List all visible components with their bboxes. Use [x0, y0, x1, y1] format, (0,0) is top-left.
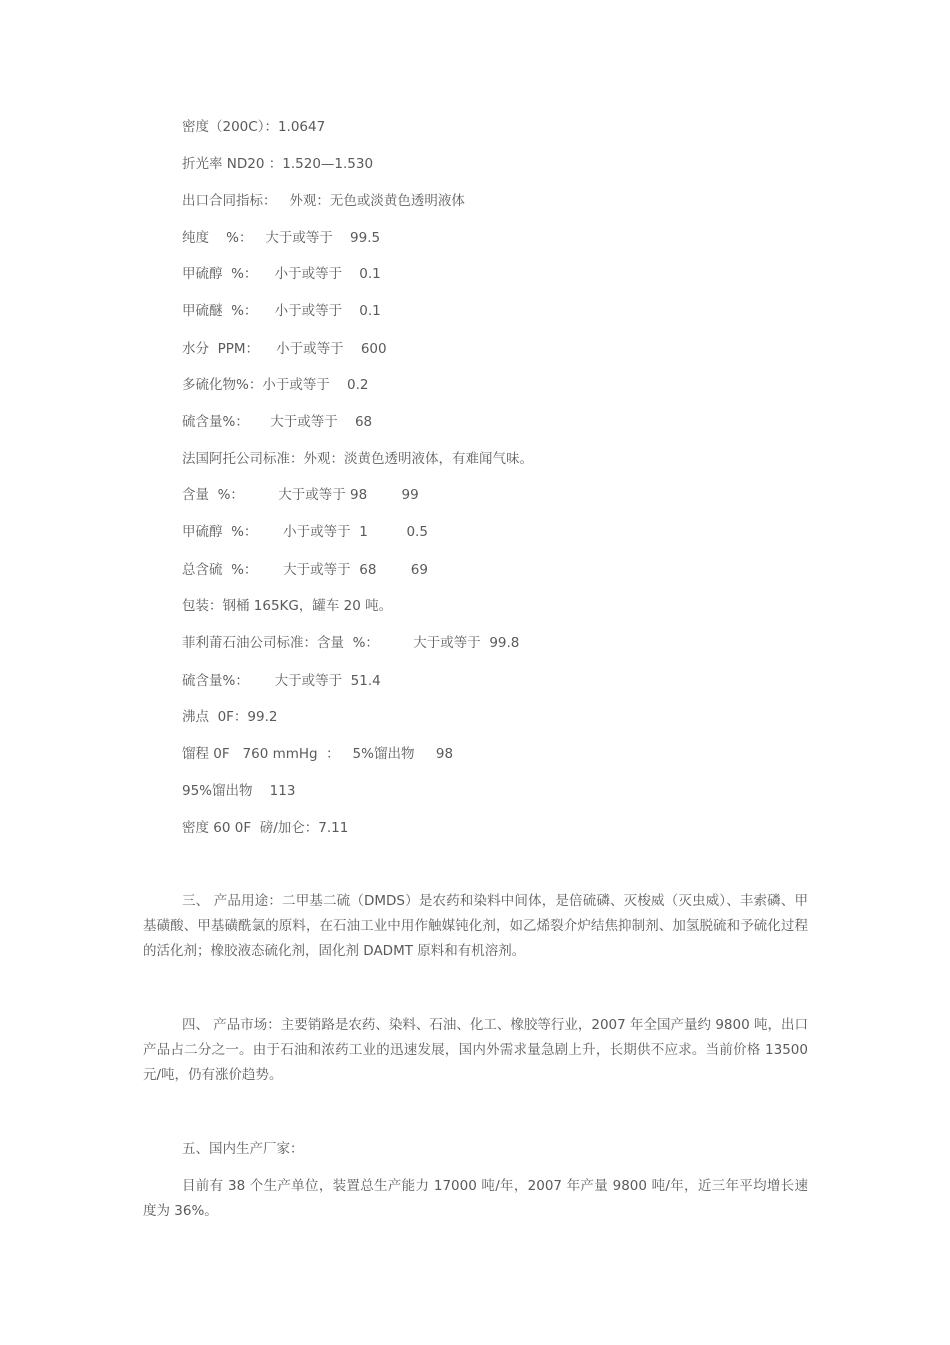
spec-line: 多硫化物%：小于或等于 0.2 — [182, 377, 369, 393]
spec-line: 含量 %： 大于或等于 98 99 — [182, 487, 419, 503]
spec-line: 法国阿托公司标准：外观：淡黄色透明液体，有难闻气味。 — [182, 451, 533, 467]
spec-line: 95%馏出物 113 — [182, 783, 296, 799]
spec-line: 总含硫 %： 大于或等于 68 69 — [182, 562, 428, 578]
spec-line: 包装：钢桶 165KG，罐车 20 吨。 — [182, 598, 393, 614]
spec-line: 硫含量%： 大于或等于 68 — [182, 414, 373, 430]
spec-line: 甲硫醇 %： 小于或等于 1 0.5 — [182, 524, 428, 540]
spec-line: 纯度 %： 大于或等于 99.5 — [182, 230, 381, 246]
spec-line: 折光率 ND20 ：1.520—1.530 — [182, 156, 374, 172]
spec-line: 水分 PPM： 小于或等于 600 — [182, 341, 387, 357]
spec-line: 出口合同指标： 外观：无色或淡黄色透明液体 — [182, 193, 465, 209]
producers-paragraph: 目前有 38 个生产单位，装置总生产能力 17000 吨/年，2007 年产量 9800 吨/年，近三年平均增长速度为 36%。 — [143, 1178, 808, 1219]
spec-line: 沸点 0F：99.2 — [182, 709, 278, 725]
spec-line: 密度（200C）：1.0647 — [182, 119, 326, 135]
spec-line: 甲硫醇 %： 小于或等于 0.1 — [182, 266, 381, 282]
spec-line: 甲硫醚 %： 小于或等于 0.1 — [182, 303, 381, 319]
spec-line: 硫含量%： 大于或等于 51.4 — [182, 673, 381, 689]
producers-heading: 五、国内生产厂家： — [182, 1141, 304, 1157]
spec-line: 密度 60 0F 磅/加仑：7.11 — [182, 820, 349, 836]
spec-line: 馏程 0F 760 mmHg ： 5%馏出物 98 — [182, 746, 454, 762]
spec-line: 菲利莆石油公司标准：含量 %： 大于或等于 99.8 — [182, 635, 520, 651]
market-paragraph: 四、 产品市场：主要销路是农药、染料、石油、化工、橡胶等行业，2007 年全国产量约 9800 吨，出口产品占二分之一。由于石油和浓药工业的迅速发展，国内外需求量急剧上升，长期供不应求。当前价格 13500 元/吨，仍有涨价趋势。 — [143, 1017, 808, 1083]
usage-paragraph: 三、 产品用途：二甲基二硫（DMDS）是农药和染料中间体，是倍硫磷、灭梭威（灭虫威）、丰索磷、甲基磺酸、甲基磺酰氯的原料，在石油工业中用作触媒钝化剂，如乙烯裂介炉结焦抑制剂、加氢脱硫和予硫化过程的活化剂；橡胶液态硫化剂，固化剂 DADMT 原料和有机溶剂。 — [143, 893, 808, 959]
